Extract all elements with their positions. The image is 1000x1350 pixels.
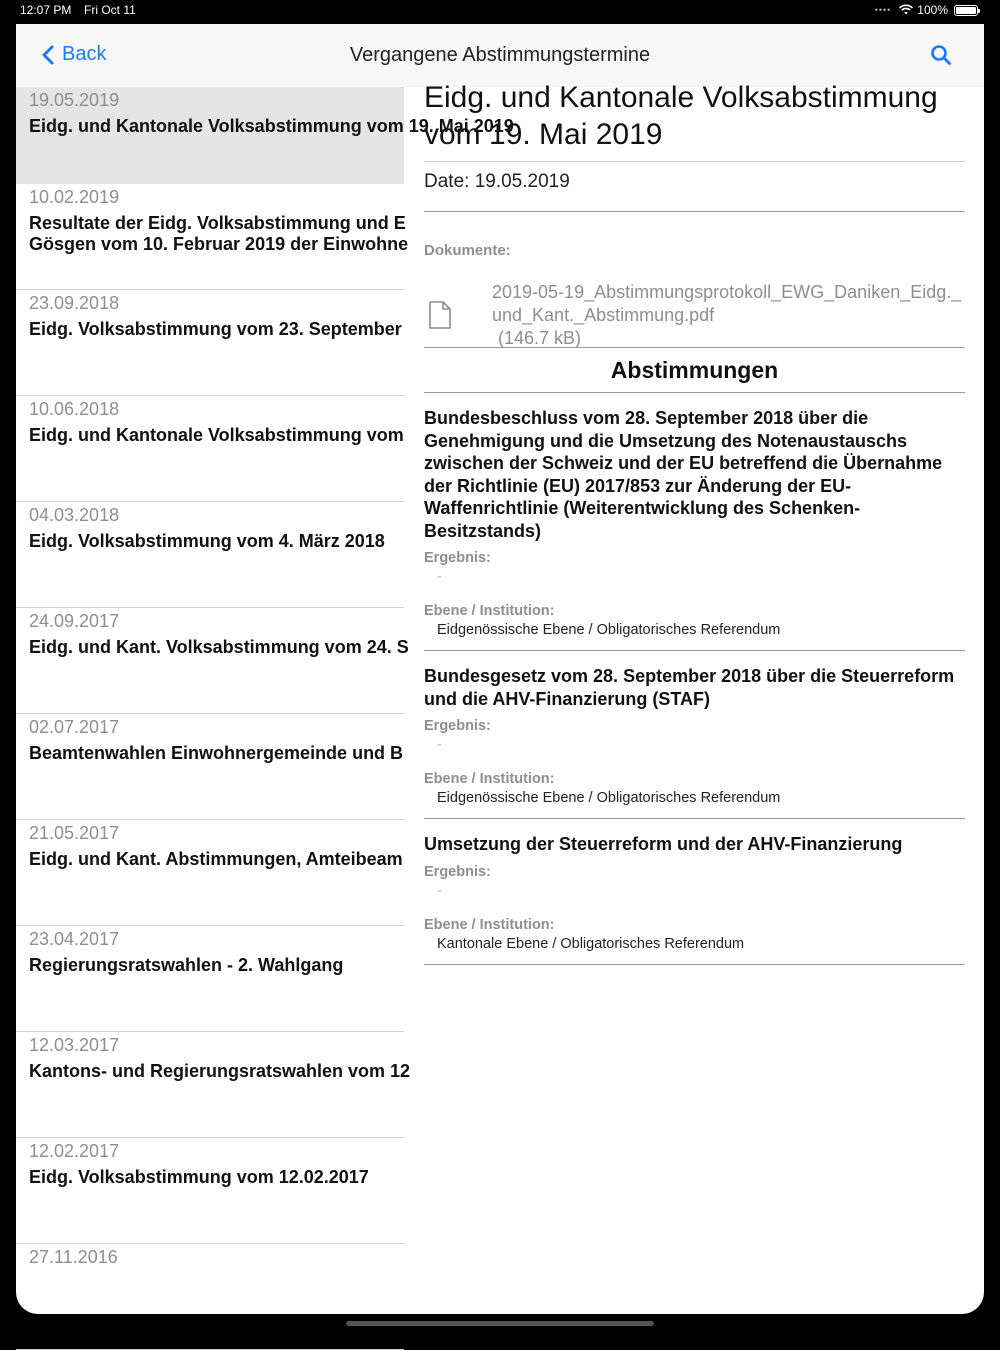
list-item-title: Beamtenwahlen Einwohnergemeinde und B [29, 743, 404, 763]
back-label: Back [62, 43, 107, 65]
level-value: Eidgenössische Ebene / Obligatorisches Referendum [437, 790, 781, 806]
votes-list [424, 393, 965, 965]
list-item[interactable] [16, 87, 514, 184]
list-item[interactable] [16, 1138, 404, 1244]
list-item[interactable] [16, 396, 404, 502]
list-item[interactable] [16, 184, 409, 290]
list-item-date: 23.04.2017 [29, 929, 120, 949]
level-label: Ebene / Institution: [424, 603, 555, 619]
status-date: Fri Oct 11 [84, 3, 136, 17]
documents-label: Dokumente: [424, 242, 511, 259]
navigation-bar [16, 24, 984, 87]
list-item-date: 24.09.2017 [29, 611, 120, 631]
vote-title: Bundesgesetz vom 28. September 2018 über die Steuerreform und die AHV-Finanzierung (STAF) [424, 666, 955, 709]
battery-icon [954, 5, 978, 16]
votes-heading: Abstimmungen [610, 357, 779, 383]
wifi-icon [899, 5, 913, 15]
list-item[interactable] [16, 820, 404, 926]
list-item-title: Eidg. und Kant. Volksabstimmung vom 24. S [29, 637, 409, 657]
document-link[interactable] [492, 281, 967, 350]
level-value: Eidgenössische Ebene / Obligatorisches Referendum [437, 622, 781, 638]
multitasking-dots-icon: •••• [874, 5, 892, 15]
list-item-title: Kantons- und Regierungsratswahlen vom 12 [29, 1061, 411, 1081]
document-size: (146.7 kB) [498, 328, 582, 348]
level-value: Kantonale Ebene / Obligatorisches Referendum [437, 935, 745, 952]
list-item-title: Regierungsratswahlen - 2. Wahlgang [29, 955, 344, 975]
result-label: Ergebnis: [424, 550, 491, 566]
list-item-title: Eidg. Volksabstimmung vom 12.02.2017 [29, 1167, 369, 1187]
list-item[interactable] [16, 290, 404, 396]
list-item-date: 10.02.2019 [29, 187, 120, 207]
vote-title: Umsetzung der Steuerreform und der AHV-Finanzierung [424, 834, 903, 854]
document-name: 2019-05-19_Abstimmungsprotokoll_EWG_Daniken_Eidg._und_Kant._Abstimmung.pdf [492, 282, 962, 325]
vote-title: Bundesbeschluss vom 28. September 2018 über die Genehmigung und die Umsetzung des Notenaustauschs zwischen der Schweiz und der EU betreffend die Übernahme der Richtlinie (EU) 2017/853 zur Änderung der EU-Waffenrichtlinie (Weiterentwicklung des Schenken-Besitzstands) [424, 408, 943, 541]
detail-date: Date: 19.05.2019 [424, 171, 570, 192]
status-bar [0, 0, 1000, 22]
vote-item [424, 819, 965, 964]
list-item[interactable] [16, 926, 404, 1032]
list-item-date: 27.11.2016 [29, 1247, 118, 1267]
list-item-date: 04.03.2018 [29, 505, 120, 525]
result-label: Ergebnis: [424, 718, 491, 734]
list-item-title: Eidg. und Kant. Abstimmungen, Amteibeam [29, 849, 403, 869]
list-item-title: Eidg. und Kantonale Volksabstimmung vom [29, 425, 404, 445]
list-item-date: 12.03.2017 [29, 1035, 120, 1055]
list-item-date: 02.07.2017 [29, 717, 120, 737]
list-item-title: Eidg. Volksabstimmung vom 23. September [29, 319, 402, 339]
search-icon[interactable] [930, 44, 952, 66]
list-item[interactable] [16, 502, 404, 608]
app-screen [16, 24, 984, 1314]
list-item-title: Resultate der Eidg. Volksabstimmung und E Gösgen vom 10. Februar 2019 der Einwohne [29, 213, 409, 254]
list-item-date: 23.09.2018 [29, 293, 120, 313]
status-time: 12:07 PM [20, 3, 72, 17]
document-item[interactable] [424, 259, 965, 347]
list-item-date: 19.05.2019 [29, 90, 120, 110]
list-item[interactable] [16, 608, 409, 714]
page-title: Vergangene Abstimmungstermine [349, 44, 651, 66]
home-indicator[interactable] [346, 1321, 654, 1326]
battery-percent: 100% [917, 3, 948, 17]
divider [424, 211, 965, 212]
result-value: - [437, 737, 442, 753]
level-label: Ebene / Institution: [424, 771, 555, 787]
vote-item [424, 651, 965, 818]
list-item-title: Eidg. Volksabstimmung vom 4. März 2018 [29, 531, 385, 551]
list-item[interactable] [16, 1244, 404, 1350]
list-item[interactable] [16, 714, 404, 820]
list-item-date: 21.05.2017 [29, 823, 120, 843]
result-label: Ergebnis: [424, 863, 491, 880]
level-label: Ebene / Institution: [424, 916, 555, 933]
result-value: - [437, 882, 442, 899]
list-item-date: 12.02.2017 [29, 1141, 120, 1161]
status-indicators [875, 3, 978, 17]
list-item-title: Eidg. und Kantonale Volksabstimmung vom 19. Mai 2019 [29, 116, 514, 136]
battery-level [956, 7, 976, 14]
vote-item [424, 393, 965, 650]
detail-panel [424, 81, 965, 965]
result-value: - [437, 569, 442, 585]
list-item[interactable] [16, 1032, 411, 1138]
list-item-date: 10.06.2018 [29, 399, 120, 419]
divider [424, 161, 965, 162]
divider [424, 964, 965, 965]
document-icon [428, 301, 452, 329]
detail-title: Eidg. und Kantonale Volksabstimmung vom 19. Mai 2019 [424, 81, 938, 151]
